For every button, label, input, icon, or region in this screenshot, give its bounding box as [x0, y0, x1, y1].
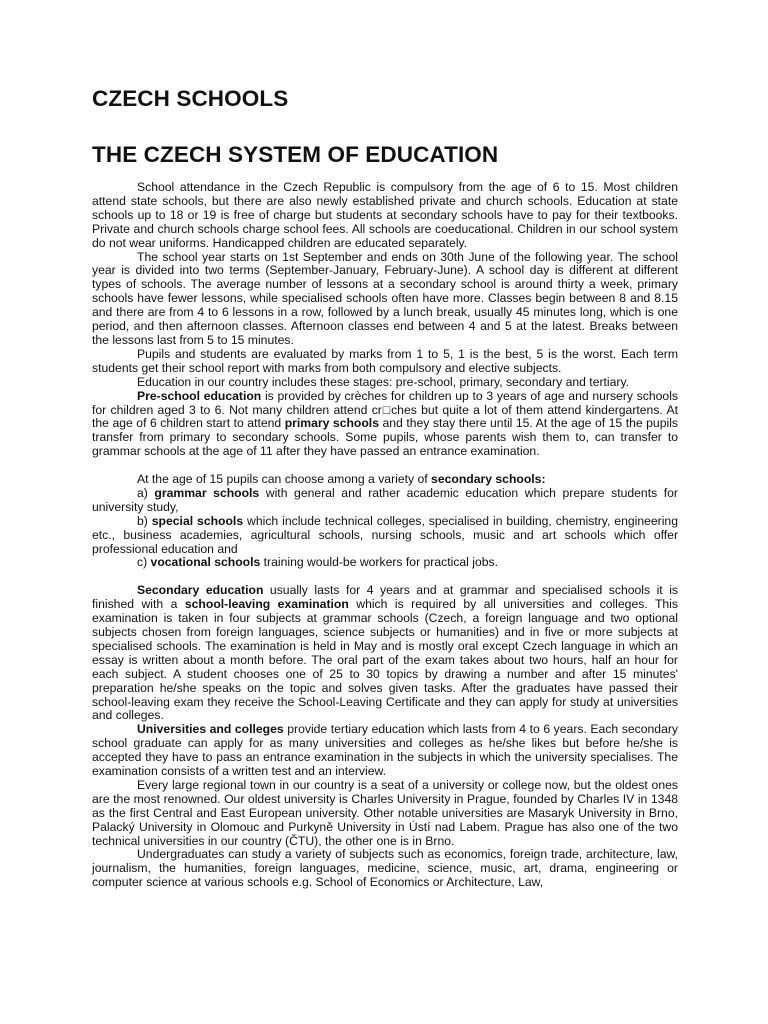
page-title: CZECH SCHOOLS — [92, 86, 289, 111]
term-primary: primary schools — [284, 416, 379, 431]
section-heading: THE CZECH SYSTEM OF EDUCATION — [92, 142, 499, 167]
paragraph-stages: Education in our country includes these stages: pre-school, primary, secondary and tertiary. — [137, 374, 630, 389]
paragraph-marks: Pupils and students are evaluated by marks from 1 to 5, 1 is the best, 5 is the worst. Each term students get their school report with marks from both compulsory and elective subjects. — [92, 346, 678, 375]
term-secondary: secondary schools: — [431, 472, 546, 487]
paragraph-universities: Universities and colleges provide tertiary education which lasts from 4 to 6 years. Each secondary school graduate can apply for as many universities and colleges as he/she likes but before he/she is accepted they have to pass an entrance examination in the subjects in which the university specialises. The examination consists of a written test and an interview. — [92, 722, 678, 779]
list-item: a) grammar schools with general and rather academic education which prepare students for university study, — [92, 485, 678, 514]
article-body — [92, 181, 678, 890]
spacer — [92, 570, 678, 584]
paragraph-school-year: The school year starts on 1st September and ends on 30th June of the following year. The school year is divided into two terms (September-January, February-June). A school day is different at different types of schools. The average number of lessons at a secondary school is around thirty a week, primary schools have fewer lessons, while specialised schools often have more. Classes begin between 8 and 8.15 and there are from 4 to 6 lessons in a row, followed by a lunch break, usually 45 minutes long, which is one period, and then afternoon classes. Afternoon classes end between 4 and 5 at the latest. Breaks between the lessons last from 5 to 15 minutes. — [92, 249, 678, 347]
list-item: b) special schools which include technical colleges, specialised in building, chemistry, engineering etc., business academies, agricultural schools, nursing schools, music and art schools which offer professional education and — [92, 513, 678, 556]
paragraph-regional-universities: Every large regional town in our country is a seat of a university or college now, but the oldest ones are the most renowned. Our oldest university is Charles University in Prague, founded by Charles IV in 1348 as the first Central and East European university. Other notable universities are Masaryk University in Brno, Palacký University in Olomouc and Purkyně University in Ústí nad Labem. Prague has also one of the two technical universities in our country (ČTU), the other one is in Brno. — [92, 777, 678, 848]
paragraph-secondary-education: Secondary education usually lasts for 4 years and at grammar and specialised schools it is finished with a school-leaving examination which is required by all universities and colleges. This examination is taken in four subjects at grammar schools (Czech, a foreign language and two optional subjects chosen from foreign languages, science subjects or humanities) and in five or more subjects at specialised schools. The examination is held in May and is mostly oral except Czech language in which an essay is written about a month before. The oral part of the exam takes about two hours, half an hour for each subject. A student chooses one of 25 to 30 topics by drawing a number and after 15 minutes' preparation he/she speaks on the topic and solves given tasks. After the graduates have passed their school-leaving exam they receive the School-Leaving Certificate and they can apply for study at universities and colleges. — [92, 583, 679, 723]
term-preschool: Pre-school education — [137, 388, 262, 403]
paragraph-secondary-intro: At the age of 15 pupils can choose among a variety of secondary schools: — [137, 472, 546, 487]
paragraph-undergraduates: Undergraduates can study a variety of subjects such as economics, foreign trade, architecture, law, journalism, the humanities, foreign languages, medicine, science, music, art, drama, engineering or computer science at various schools e.g. School of Economics or Architecture, Law, — [92, 847, 678, 890]
list-item: c) vocational schools training would-be workers for practical jobs. — [137, 555, 499, 570]
paragraph-preschool: Pre-school education is provided by crèches for children up to 3 years of age and nursery schools for children aged 3 to 6. Not many children attend cr□ches but quite a lot of them attend kindergartens. At the age of 6 children start to attend primary schools and they stay there until 15. At the age of 15 the pupils transfer from primary to secondary schools. Some pupils, whose parents wish them to, can transfer to grammar schools at the age of 11 after they have passed an entrance examination. — [92, 388, 679, 459]
paragraph-attendance: School attendance in the Czech Republic is compulsory from the age of 6 to 15. Most children attend state schools, but there are also newly established private and church schools. Education at state schools up to 18 or 19 is free of charge but students at secondary schools have to pay for their textbooks. Private and church schools charge school fees. All schools are coeducational. Children in our school system do not wear uniforms. Handicapped children are educated separately. — [92, 180, 678, 250]
spacer — [92, 459, 678, 473]
